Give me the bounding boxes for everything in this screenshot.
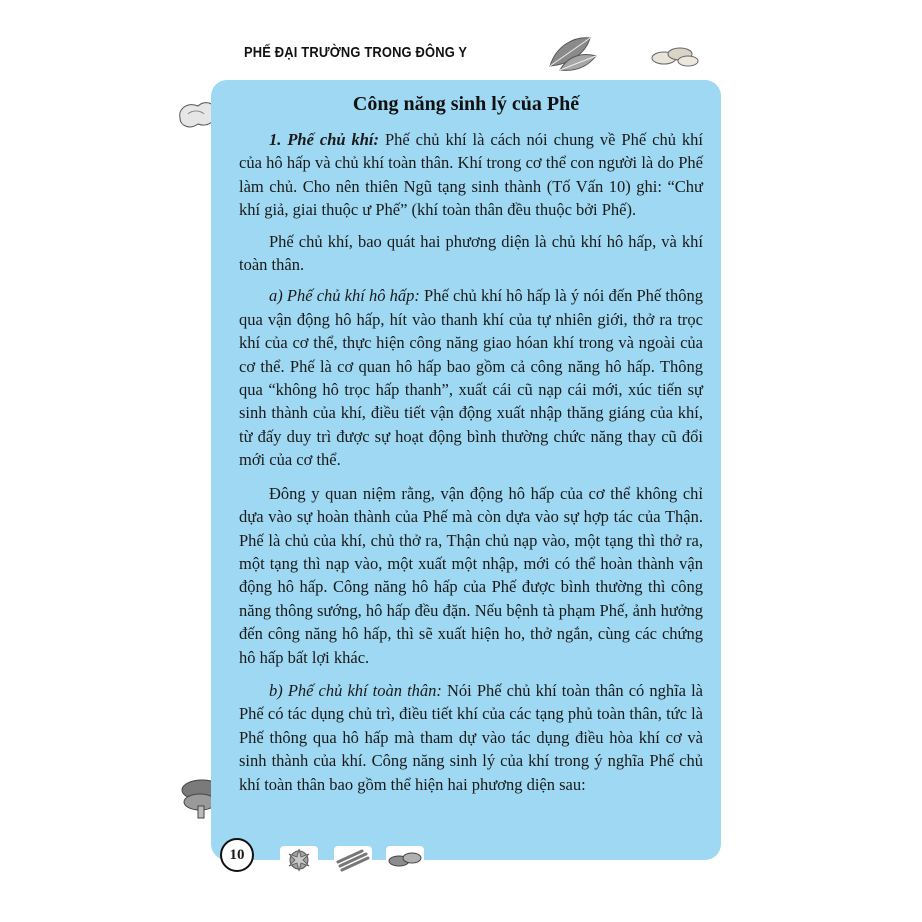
paragraph-dong-y xyxy=(239,482,703,669)
running-header: PHẾ ĐẠI TRƯỜNG TRONG ĐÔNG Y xyxy=(244,44,468,61)
page-number: 10 xyxy=(220,838,254,872)
paragraph-ho-hap xyxy=(239,284,703,471)
flower-herb-icon xyxy=(280,846,318,874)
paragraph-two-aspects xyxy=(239,230,703,277)
paragraph-toan-than xyxy=(239,679,703,796)
sliced-herb-icon xyxy=(650,44,700,68)
root-slices-icon xyxy=(334,846,372,874)
paragraph-text: Phế chủ khí là cách nói chung về Phế chủ khí của hô hấp và chủ khí toàn thân. Khí trong cơ thể con người là do Phế làm chủ. Cho nên thiên Ngũ tạng sinh thành (Tố Vấn 10) ghi: “Chư khí giả, giai thuộc ư Phế” (khí toàn thân đều thuộc bởi Phế). xyxy=(239,130,703,220)
paragraph-text: Phế chủ khí, bao quát hai phương diện là chủ khí hô hấp, và khí toàn thân. xyxy=(239,231,703,275)
paragraph-text: Phế chủ khí hô hấp là ý nói đến Phế thông qua vận động hô hấp, hít vào thanh khí của tự nhiên giới, thở ra trọc khí của cơ thể, thực hiện công năng giao hóan khí trong và ngoài của cơ thể. Phế là cơ quan hô hấp bao gồm cả công năng hô hấp. Thông qua “không hô trọc hấp thanh”, xuất cái cũ nạp cái mới, xúc tiến sự sinh thành của khí, điều tiết vận động xuất nhập thăng giáng của khí, từ đấy duy trì được sự hoạt động bình thường chức năng thay cũ đổi mới của cơ thể. xyxy=(239,286,703,470)
seed-pods-icon xyxy=(386,846,424,874)
paragraph-text: Nói Phế chủ khí toàn thân có nghĩa là Phế có tác dụng chủ trì, điều tiết khí của các tạng phủ toàn thân, tức là Phế thông qua hô hấp mà tham dự vào tác dụng điều hòa khí cơ và sinh thành của khí. Công năng sinh lý của khí trong ý nghĩa Phế chủ khí toàn thân bao gồm thể hiện hai phương diện sau: xyxy=(239,680,703,794)
paragraph-phe-chu-khi xyxy=(239,128,703,222)
body-text xyxy=(239,128,703,806)
paragraph-lead: b) Phế chủ khí toàn thân: xyxy=(269,680,442,700)
paragraph-lead: a) Phế chủ khí hô hấp: xyxy=(269,286,420,306)
paragraph-lead: 1. Phế chủ khí: xyxy=(269,130,380,149)
section-title: Công năng sinh lý của Phế xyxy=(352,93,580,115)
paragraph-text: Đông y quan niệm rằng, vận động hô hấp của cơ thể không chỉ dựa vào sự hoàn thành của Phế mà còn dựa vào sự hợp tác của Thận. Phế là chủ của khí, chủ thở ra, Thận chủ nạp vào, một tạng thì thở ra, một tạng thì nạp vào, một xuất một nhập, mới có thể hoàn thành vận động hô hấp. Công năng hô hấp của Phế được bình thường thì công năng thông sướng, hô hấp đều đặn. Nếu bệnh tà phạm Phế, ảnh hưởng đến công năng hô hấp, thì sẽ xuất hiện ho, thở ngắn, cùng các chứng hô hấp bất lợi khác. xyxy=(239,483,703,667)
herb-leaf-icon xyxy=(546,32,600,74)
